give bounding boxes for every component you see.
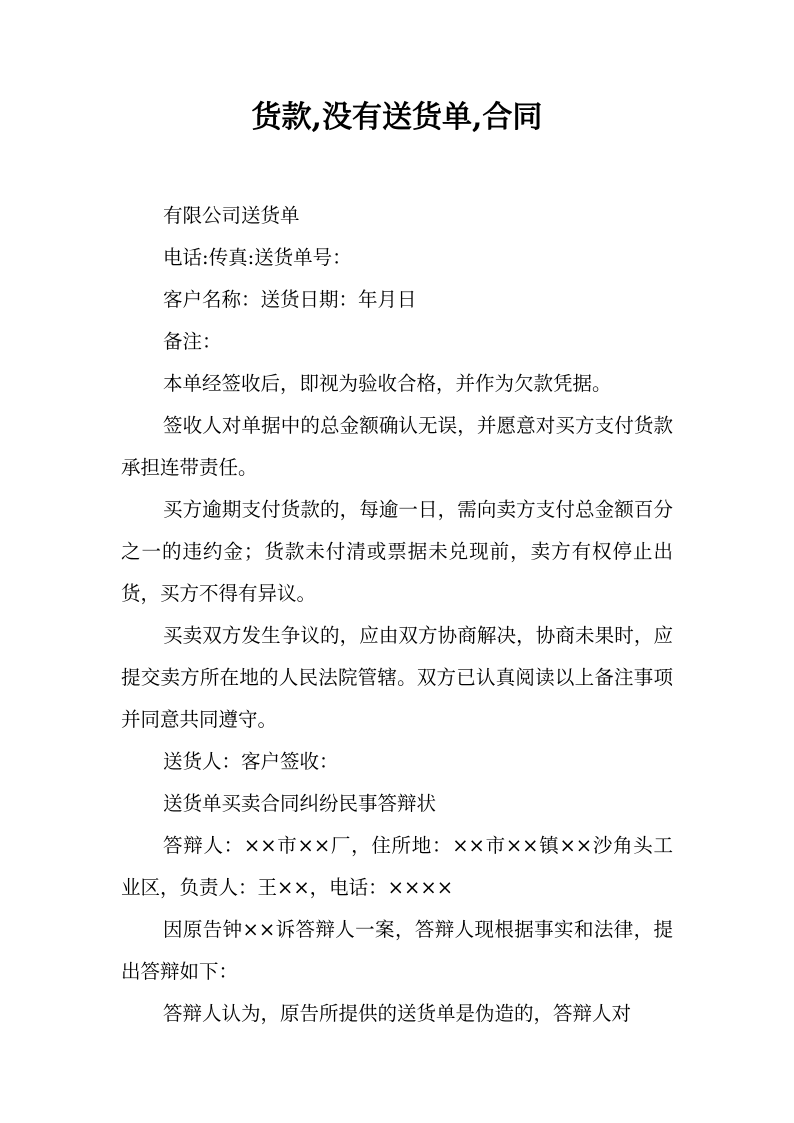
- paragraph-signatures: 送货人：客户签收：: [163, 750, 339, 773]
- document-body: [121, 195, 673, 1035]
- paragraph-customer-date: 客户名称：送货日期：年月日: [163, 288, 417, 311]
- paragraph-receipt-acceptance: 本单经签收后，即视为验收合格，并作为欠款凭据。: [163, 372, 612, 395]
- paragraph-defense-title: 送货单买卖合同纠纷民事答辩状: [163, 792, 437, 815]
- paragraph-dispute-resolution: 买卖双方发生争议的，应由双方协商解决，协商未果时，应提交卖方所在地的人民法院管辖。双方已认真阅读以上备注事项并同意共同遵守。: [121, 624, 673, 731]
- document-title: 货款,没有送货单,合同: [251, 100, 543, 135]
- paragraph-case-intro: 因原告钟××诉答辩人一案，答辩人现根据事实和法律，提出答辩如下：: [121, 918, 673, 983]
- paragraph-defense-start: 答辩人认为，原告所提供的送货单是伪造的，答辩人对: [163, 1002, 632, 1025]
- paragraph-remarks: 备注：: [163, 330, 222, 353]
- paragraph-contact-info: 电话:传真:送货单号：: [163, 246, 352, 269]
- paragraph-company-delivery-note: 有限公司送货单: [163, 204, 300, 227]
- paragraph-amount-confirmation: 签收人对单据中的总金额确认无误，并愿意对买方支付货款承担连带责任。: [121, 414, 673, 479]
- paragraph-late-payment: 买方逾期支付货款的，每逾一日，需向卖方支付总金额百分之一的违约金；货款未付清或票据未兑现前，卖方有权停止出货，买方不得有异议。: [121, 498, 673, 605]
- paragraph-respondent-info: 答辩人：××市××厂，住所地：××市××镇××沙角头工业区，负责人：王××，电话：××××: [121, 834, 673, 899]
